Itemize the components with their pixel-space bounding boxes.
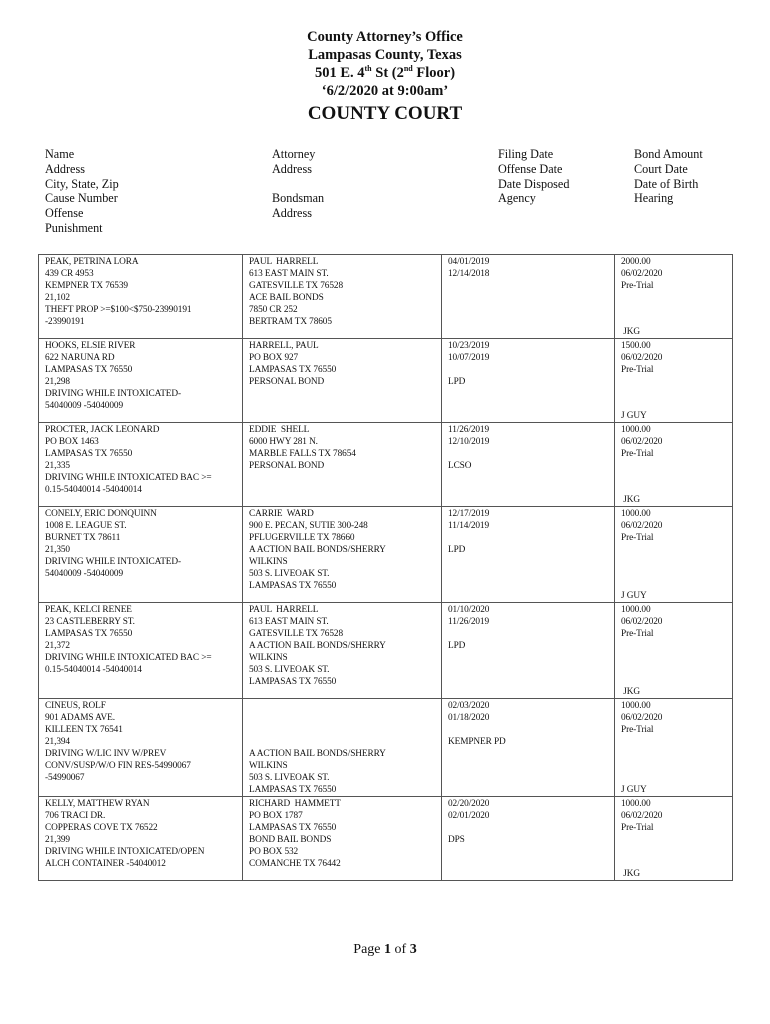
hearing-judge: J GUY <box>621 785 647 795</box>
offense-date: 11/14/2019 <box>448 521 490 531</box>
filing-date: 04/01/2019 <box>448 257 490 267</box>
court-date: 06/02/2020 <box>621 437 663 447</box>
attorney-line: PO BOX 1787 <box>249 811 303 821</box>
defendant-line: 622 NARUNA RD <box>45 353 115 363</box>
agency: LPD <box>448 545 466 555</box>
bond-cell <box>615 797 733 881</box>
bond-amount: 1000.00 <box>621 509 651 519</box>
attorney-cell <box>243 507 442 603</box>
legend-label: Date of Birth <box>634 176 699 191</box>
session-datetime: ‘6/2/2020 at 9:00am’ <box>321 83 449 99</box>
court-date: 06/02/2020 <box>621 353 663 363</box>
office-address: 501 E. 4th St (2nd Floor) <box>314 64 456 81</box>
table-row <box>39 797 733 881</box>
attorney-line: LAMPASAS TX 76550 <box>249 823 337 833</box>
case-status: Pre-Trial <box>621 725 654 735</box>
defendant-cell <box>39 339 243 423</box>
bond-cell <box>615 255 733 339</box>
offense-date: 11/26/2019 <box>448 617 490 627</box>
defendant-line: -23990191 <box>45 317 85 327</box>
legend-label: City, State, Zip <box>45 176 119 191</box>
legend-label <box>272 177 324 192</box>
attorney-line: ACE BAIL BONDS <box>249 293 324 303</box>
defendant-line: -54990067 <box>45 773 85 783</box>
attorney-line: BOND BAIL BONDS <box>249 835 332 845</box>
legend-label: Bond Amount <box>634 147 703 161</box>
attorney-line: GATESVILLE TX 76528 <box>249 629 343 639</box>
attorney-line: 503 S. LIVEOAK ST. <box>249 773 330 783</box>
attorney-cell <box>243 339 442 423</box>
attorney-line: HARRELL, PAUL <box>249 341 319 351</box>
attorney-line: A ACTION BAIL BONDS/SHERRY <box>249 749 386 759</box>
defendant-cell <box>39 255 243 339</box>
attorney-cell <box>243 699 442 797</box>
defendant-line: DRIVING WHILE INTOXICATED- <box>45 389 181 399</box>
legend-attorney-fields <box>272 147 324 221</box>
dates-cell <box>442 603 615 699</box>
defendant-line: CONV/SUSP/W/O FIN RES-54990067 <box>45 761 191 771</box>
legend-label: Cause Number <box>45 191 118 206</box>
hearing-judge: JKG <box>621 687 640 697</box>
legend-label: Offense Date <box>498 161 563 176</box>
defendant-line: 21,298 <box>45 377 70 387</box>
legend-label: Court Date <box>634 161 688 176</box>
defendant-line: PEAK, PETRINA LORA <box>45 257 139 267</box>
offense-date: 12/10/2019 <box>448 437 490 447</box>
attorney-cell <box>243 797 442 881</box>
dates-cell <box>442 699 615 797</box>
defendant-line: 21,394 <box>45 737 70 747</box>
defendant-cell <box>39 699 243 797</box>
filing-date: 12/17/2019 <box>448 509 490 519</box>
attorney-line: 900 E. PECAN, SUTIE 300-248 <box>249 521 368 531</box>
defendant-line: ALCH CONTAINER -54040012 <box>45 859 166 869</box>
bond-cell <box>615 603 733 699</box>
legend-label: Offense <box>45 206 84 221</box>
defendant-line: KILLEEN TX 76541 <box>45 725 123 735</box>
agency: LCSO <box>448 461 472 471</box>
bond-cell <box>615 339 733 423</box>
defendant-line: DRIVING WHILE INTOXICATED- <box>45 557 181 567</box>
attorney-line: PO BOX 927 <box>249 353 299 363</box>
hearing-judge: J GUY <box>621 591 647 601</box>
defendant-line: PO BOX 1463 <box>45 437 99 447</box>
attorney-line: BERTRAM TX 78605 <box>249 317 332 327</box>
legend-label: Punishment <box>45 220 103 235</box>
defendant-cell <box>39 423 243 507</box>
defendant-line: KEMPNER TX 76539 <box>45 281 128 291</box>
filing-date: 11/26/2019 <box>448 425 490 435</box>
attorney-line: PERSONAL BOND <box>249 461 325 471</box>
defendant-line: LAMPASAS TX 76550 <box>45 449 133 459</box>
attorney-line: GATESVILLE TX 76528 <box>249 281 343 291</box>
legend-label: Name <box>45 147 75 161</box>
attorney-line: 7850 CR 252 <box>249 305 298 315</box>
attorney-line: MARBLE FALLS TX 78654 <box>249 449 356 459</box>
bond-amount: 2000.00 <box>621 257 651 267</box>
case-status: Pre-Trial <box>621 629 654 639</box>
legend-label: Address <box>45 161 85 176</box>
defendant-line: PEAK, KELCI RENEE <box>45 605 132 615</box>
attorney-line: PAUL HARRELL <box>249 257 319 267</box>
hearing-judge: J GUY <box>621 411 647 421</box>
agency: LPD <box>448 377 466 387</box>
legend-label: Agency <box>498 191 536 206</box>
case-status: Pre-Trial <box>621 533 654 543</box>
attorney-line: LAMPASAS TX 76550 <box>249 365 337 375</box>
legend-label: Address <box>272 206 312 221</box>
table-row <box>39 339 733 423</box>
county-name: Lampasas County, Texas <box>308 47 462 63</box>
table-row <box>39 603 733 699</box>
agency: KEMPNER PD <box>448 737 506 747</box>
case-status: Pre-Trial <box>621 281 654 291</box>
defendant-line: DRIVING WHILE INTOXICATED BAC >= <box>45 653 212 663</box>
attorney-line: LAMPASAS TX 76550 <box>249 677 337 687</box>
legend-label: Filing Date <box>498 147 554 161</box>
hearing-judge: JKG <box>621 495 640 505</box>
attorney-line: CARRIE WARD <box>249 509 314 519</box>
defendant-line: 439 CR 4953 <box>45 269 94 279</box>
bond-cell <box>615 699 733 797</box>
offense-date: 02/01/2020 <box>448 811 490 821</box>
table-row <box>39 699 733 797</box>
legend-defendant-fields <box>45 147 119 236</box>
offense-date: 12/14/2018 <box>448 269 490 279</box>
legend-bond-fields <box>634 147 703 206</box>
hearing-judge: JKG <box>621 327 640 337</box>
attorney-line: 613 EAST MAIN ST. <box>249 269 329 279</box>
defendant-line: 1008 E. LEAGUE ST. <box>45 521 127 531</box>
defendant-line: THEFT PROP >=$100<$750-23990191 <box>45 305 192 315</box>
agency: DPS <box>448 835 465 845</box>
attorney-line: 503 S. LIVEOAK ST. <box>249 665 330 675</box>
filing-date: 02/03/2020 <box>448 701 490 711</box>
legend-label: Bondsman <box>272 191 325 206</box>
table-row <box>39 507 733 603</box>
attorney-cell <box>243 423 442 507</box>
defendant-line: 706 TRACI DR. <box>45 811 106 821</box>
defendant-line: 23 CASTLEBERRY ST. <box>45 617 135 627</box>
legend-label: Date Disposed <box>498 176 570 191</box>
attorney-cell <box>243 603 442 699</box>
table-row <box>39 423 733 507</box>
defendant-line: 54040009 -54040009 <box>45 569 123 579</box>
defendant-line: BURNET TX 78611 <box>45 533 121 543</box>
bond-amount: 1000.00 <box>621 799 651 809</box>
attorney-line: LAMPASAS TX 76550 <box>249 785 337 795</box>
dates-cell <box>442 423 615 507</box>
agency: LPD <box>448 641 466 651</box>
offense-date: 10/07/2019 <box>448 353 490 363</box>
court-date: 06/02/2020 <box>621 521 663 531</box>
dates-cell <box>442 339 615 423</box>
dates-cell <box>442 255 615 339</box>
attorney-line: PAUL HARRELL <box>249 605 319 615</box>
defendant-line: DRIVING WHILE INTOXICATED BAC >= <box>45 473 212 483</box>
defendant-line: COPPERAS COVE TX 76522 <box>45 823 158 833</box>
legend-label: Attorney <box>272 147 316 161</box>
dates-cell <box>442 507 615 603</box>
court-date: 06/02/2020 <box>621 713 663 723</box>
offense-date: 01/18/2020 <box>448 713 490 723</box>
defendant-line: KELLY, MATTHEW RYAN <box>45 799 150 809</box>
defendant-line: 21,102 <box>45 293 70 303</box>
attorney-line: RICHARD HAMMETT <box>249 799 341 809</box>
attorney-line: 613 EAST MAIN ST. <box>249 617 329 627</box>
attorney-line: WILKINS <box>249 761 288 771</box>
defendant-line: CINEUS, ROLF <box>45 701 106 711</box>
case-status: Pre-Trial <box>621 365 654 375</box>
defendant-line: 54040009 -54040009 <box>45 401 123 411</box>
attorney-line: 503 S. LIVEOAK ST. <box>249 569 330 579</box>
docket-table <box>38 254 733 881</box>
document-header <box>0 28 770 127</box>
filing-date: 01/10/2020 <box>448 605 490 615</box>
page-indicator: Page 1 of 3 <box>353 942 417 957</box>
attorney-line: WILKINS <box>249 653 288 663</box>
defendant-line: CONELY, ERIC DONQUINN <box>45 509 157 519</box>
defendant-cell <box>39 603 243 699</box>
bond-amount: 1000.00 <box>621 701 651 711</box>
bond-amount: 1500.00 <box>621 341 651 351</box>
attorney-line: A ACTION BAIL BONDS/SHERRY <box>249 545 386 555</box>
legend-label: Hearing <box>634 191 674 206</box>
case-status: Pre-Trial <box>621 823 654 833</box>
defendant-line: 0.15-54040014 -54040014 <box>45 665 142 675</box>
defendant-line: 0.15-54040014 -54040014 <box>45 485 142 495</box>
dates-cell <box>442 797 615 881</box>
attorney-line: 6000 HWY 281 N. <box>249 437 318 447</box>
attorney-line: COMANCHE TX 76442 <box>249 859 341 869</box>
bond-amount: 1000.00 <box>621 605 651 615</box>
attorney-line: WILKINS <box>249 557 288 567</box>
case-status: Pre-Trial <box>621 449 654 459</box>
attorney-line: PFLUGERVILLE TX 78660 <box>249 533 355 543</box>
filing-date: 10/23/2019 <box>448 341 490 351</box>
office-name: County Attorney’s Office <box>307 29 463 45</box>
bond-amount: 1000.00 <box>621 425 651 435</box>
defendant-line: PROCTER, JACK LEONARD <box>45 425 160 435</box>
filing-date: 02/20/2020 <box>448 799 490 809</box>
defendant-line: DRIVING WHILE INTOXICATED/OPEN <box>45 847 205 857</box>
defendant-line: LAMPASAS TX 76550 <box>45 629 133 639</box>
hearing-judge: JKG <box>621 869 640 879</box>
court-date: 06/02/2020 <box>621 811 663 821</box>
legend-date-fields <box>498 147 569 206</box>
court-title: COUNTY COURT <box>307 103 463 124</box>
defendant-line: 901 ADAMS AVE. <box>45 713 115 723</box>
defendant-cell <box>39 507 243 603</box>
legend-label: Address <box>272 161 312 176</box>
attorney-line: PERSONAL BOND <box>249 377 325 387</box>
bond-cell <box>615 423 733 507</box>
defendant-line: 21,350 <box>45 545 70 555</box>
bond-cell <box>615 507 733 603</box>
defendant-line: DRIVING W/LIC INV W/PREV <box>45 749 167 759</box>
defendant-line: 21,399 <box>45 835 70 845</box>
attorney-line: A ACTION BAIL BONDS/SHERRY <box>249 641 386 651</box>
court-date: 06/02/2020 <box>621 269 663 279</box>
attorney-line: EDDIE SHELL <box>249 425 310 435</box>
attorney-line: LAMPASAS TX 76550 <box>249 581 337 591</box>
court-date: 06/02/2020 <box>621 617 663 627</box>
attorney-line: PO BOX 532 <box>249 847 299 857</box>
defendant-line: LAMPASAS TX 76550 <box>45 365 133 375</box>
attorney-cell <box>243 255 442 339</box>
defendant-line: 21,372 <box>45 641 70 651</box>
defendant-line: HOOKS, ELSIE RIVER <box>45 341 136 351</box>
defendant-line: 21,335 <box>45 461 70 471</box>
table-row <box>39 255 733 339</box>
defendant-cell <box>39 797 243 881</box>
